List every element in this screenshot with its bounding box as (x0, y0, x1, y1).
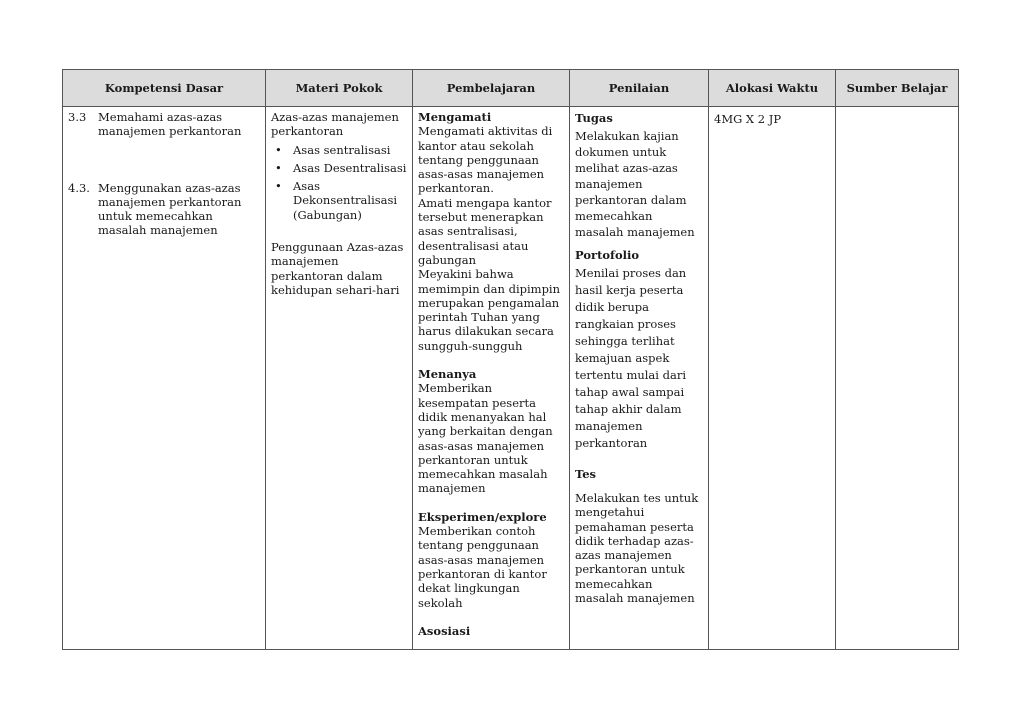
alokasi-value: 4MG X 2 JP (714, 112, 782, 126)
header-penilaian: Penilaian (570, 70, 709, 107)
cell-sumber-belajar (836, 107, 959, 650)
cell-penilaian (570, 107, 709, 650)
mengamati-text: Meyakini bahwa memimpin dan dipimpin merupakan pengamalan perintah Tuhan yang harus dilakukan secara sungguh-sungguh (418, 267, 561, 353)
mengamati-text: Amati mengapa kantor tersebut menerapkan asas sentralisasi, desentralisasi atau gabungan (418, 195, 552, 267)
cell-alokasi-waktu (709, 107, 836, 650)
kompetensi-text: Menggunakan azas-azas manajemen perkantoran untuk memecahkan masalah manajemen (98, 180, 242, 238)
kompetensi-item (68, 181, 260, 238)
materi-intro: Azas-azas manajemen perkantoran (271, 110, 399, 139)
tugas-text: Melakukan kajian dokumen untuk melihat azas-azas manajemen perkantoran dalam memecahkan masalah manajemen (575, 129, 695, 239)
portofolio-text: Menilai proses dan hasil kerja peserta didik berupa rangkaian proses sehingga terlihat kemajuan aspek tertentu mulai dari tahap awal sampai tahap akhir dalam manajemen perkantoran (575, 266, 687, 450)
kompetensi-number: 4.3. (68, 180, 90, 195)
mengamati-heading: Mengamati (418, 110, 492, 124)
kompetensi-item (68, 110, 260, 139)
asosiasi-heading: Asosiasi (418, 623, 471, 638)
header-sumber-belajar: Sumber Belajar (836, 70, 959, 107)
header-kompetensi-dasar: Kompetensi Dasar (63, 70, 266, 107)
table-row (63, 107, 959, 650)
materi-closing: Penggunaan Azas-azas manajemen perkantoran dalam kehidupan sehari-hari (271, 240, 404, 297)
list-item: • Asas sentralisasi (271, 143, 407, 157)
materi-bullet-list (271, 143, 407, 222)
tugas-heading: Tugas (575, 111, 613, 125)
eksperimen-text: Memberikan contoh tentang penggunaan asas-asas manajemen perkantoran di kantor dekat lingkungan sekolah (418, 524, 547, 610)
eksperimen-heading: Eksperimen/explore (418, 509, 547, 524)
cell-materi-pokok (266, 107, 413, 650)
kompetensi-number: 3.3 (68, 110, 87, 124)
tes-heading: Tes (575, 467, 597, 481)
header-materi-pokok: Materi Pokok (266, 70, 413, 107)
cell-pembelajaran (413, 107, 570, 650)
header-row (63, 70, 959, 107)
menanya-heading: Menanya (418, 367, 477, 382)
cell-kompetensi-dasar (63, 107, 266, 650)
kompetensi-text: Memahami azas-azas manajemen perkantoran (98, 110, 242, 139)
silabus-table (62, 69, 959, 650)
mengamati-text: Mengamati aktivitas di kantor atau sekolah tentang penggunaan asas-asas manajemen perkantoran. (418, 124, 553, 196)
list-item: • Asas Dekonsentralisasi (Gabungan) (271, 179, 407, 222)
header-pembelajaran: Pembelajaran (413, 70, 570, 107)
portofolio-heading: Portofolio (575, 248, 640, 262)
header-alokasi-waktu: Alokasi Waktu (709, 70, 836, 107)
list-item: • Asas Desentralisasi (271, 161, 407, 175)
menanya-text: Memberikan kesempatan peserta didik menanyakan hal yang berkaitan dengan asas-asas manajemen perkantoran untuk memecahkan masalah manajemen (418, 381, 553, 496)
tes-text: Melakukan tes untuk mengetahui pemahaman peserta didik terhadap azas-azas manajemen perkantoran untuk memecahkan masalah manajemen (575, 491, 699, 606)
